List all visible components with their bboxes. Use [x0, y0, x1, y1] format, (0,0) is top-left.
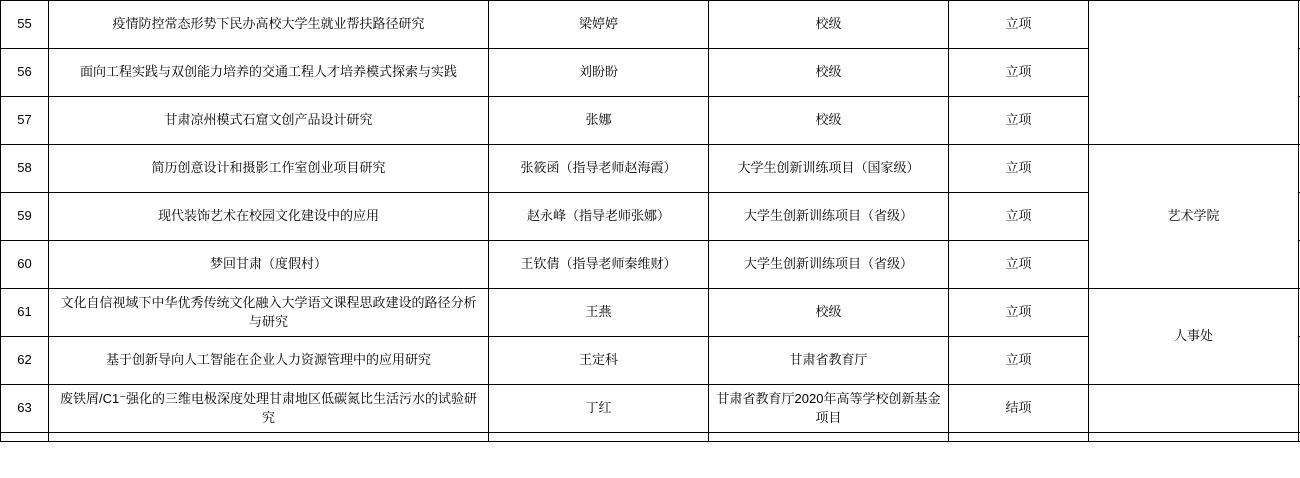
cell-status: 立项	[949, 1, 1089, 49]
cell-unit: 艺术学院	[1089, 145, 1299, 289]
cell-unit: 人事处	[1089, 289, 1299, 385]
cell-status: 立项	[949, 337, 1089, 385]
cell-leader: 王定科	[489, 337, 709, 385]
cell-title	[49, 433, 489, 442]
cell-index: 62	[1, 337, 49, 385]
cell-index: 60	[1, 241, 49, 289]
cell-index: 58	[1, 145, 49, 193]
table-row[interactable]	[1, 289, 1300, 337]
cell-status: 结项	[949, 385, 1089, 433]
cell-leader	[489, 433, 709, 442]
cell-level: 校级	[709, 97, 949, 145]
cell-status: 立项	[949, 193, 1089, 241]
cell-leader: 赵永峰（指导老师张娜）	[489, 193, 709, 241]
cell-status	[949, 433, 1089, 442]
cell-unit	[1089, 1, 1299, 145]
table-row[interactable]	[1, 385, 1300, 433]
cell-title: 甘肃凉州模式石窟文创产品设计研究	[49, 97, 489, 145]
cell-title: 疫情防控常态形势下民办高校大学生就业帮扶路径研究	[49, 1, 489, 49]
cell-index	[1, 433, 49, 442]
cell-title: 梦回甘肃（度假村）	[49, 241, 489, 289]
cell-status: 立项	[949, 49, 1089, 97]
cell-index: 59	[1, 193, 49, 241]
cell-level: 大学生创新训练项目（省级）	[709, 241, 949, 289]
cell-level: 校级	[709, 1, 949, 49]
cell-title: 面向工程实践与双创能力培养的交通工程人才培养模式探索与实践	[49, 49, 489, 97]
cell-level	[709, 433, 949, 442]
cell-level: 大学生创新训练项目（省级）	[709, 193, 949, 241]
cell-level: 大学生创新训练项目（国家级）	[709, 145, 949, 193]
cell-unit	[1089, 433, 1299, 442]
cell-status: 立项	[949, 97, 1089, 145]
cell-index: 55	[1, 1, 49, 49]
cell-status: 立项	[949, 289, 1089, 337]
cell-title: 文化自信视域下中华优秀传统文化融入大学语文课程思政建设的路径分析与研究	[49, 289, 489, 337]
cell-leader: 丁红	[489, 385, 709, 433]
table-row[interactable]	[1, 1, 1300, 49]
cell-title: 废铁屑/C1⁻强化的三维电极深度处理甘肃地区低碳氮比生活污水的试验研究	[49, 385, 489, 433]
cell-index: 57	[1, 97, 49, 145]
cell-status: 立项	[949, 145, 1089, 193]
cell-level: 校级	[709, 49, 949, 97]
cell-status: 立项	[949, 241, 1089, 289]
table-row[interactable]	[1, 145, 1300, 193]
table-row-partial[interactable]	[1, 433, 1300, 442]
cell-level: 甘肃省教育厅2020年高等学校创新基金项目	[709, 385, 949, 433]
cell-leader: 张娜	[489, 97, 709, 145]
cell-title: 简历创意设计和摄影工作室创业项目研究	[49, 145, 489, 193]
cell-unit	[1089, 385, 1299, 433]
cell-leader: 王燕	[489, 289, 709, 337]
cell-leader: 张筱函（指导老师赵海霞）	[489, 145, 709, 193]
cell-index: 63	[1, 385, 49, 433]
cell-leader: 刘盼盼	[489, 49, 709, 97]
table-body	[1, 1, 1300, 442]
cell-leader: 王钦倩（指导老师秦维财）	[489, 241, 709, 289]
cell-index: 56	[1, 49, 49, 97]
cell-leader: 梁婷婷	[489, 1, 709, 49]
cell-index: 61	[1, 289, 49, 337]
cell-level: 校级	[709, 289, 949, 337]
cell-title: 现代装饰艺术在校园文化建设中的应用	[49, 193, 489, 241]
cell-level: 甘肃省教育厅	[709, 337, 949, 385]
cell-title: 基于创新导向人工智能在企业人力资源管理中的应用研究	[49, 337, 489, 385]
